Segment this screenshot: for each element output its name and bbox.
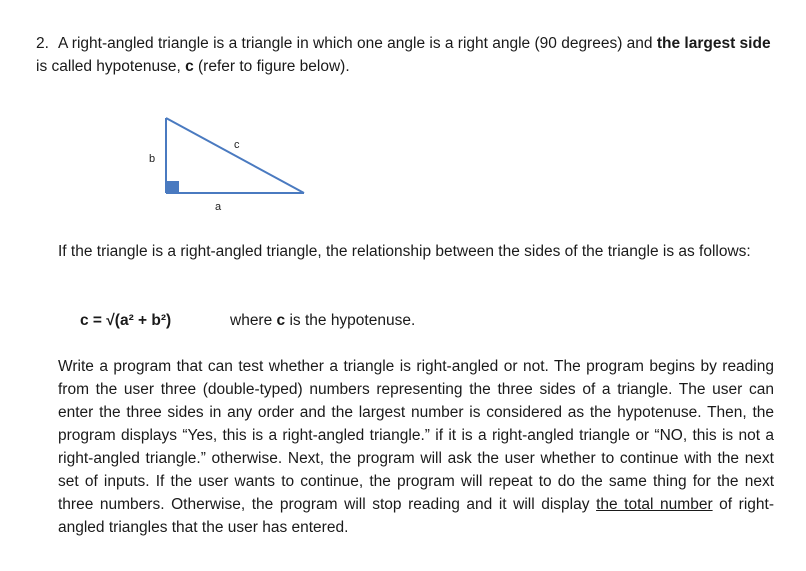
triangle-label-b: b bbox=[149, 153, 156, 165]
question-intro-a: A right-angled triangle is a triangle in which one angle is a right angle (90 degrees) and bbox=[58, 35, 657, 52]
question-heading bbox=[36, 32, 781, 78]
question-number: 2. bbox=[36, 35, 49, 52]
task-text-end: of right-angled triangles that the user has entered. bbox=[58, 496, 774, 536]
pythagorean-formula: c = √(a² + b²) bbox=[80, 312, 172, 329]
relationship-paragraph: If the triangle is a right-angled triangle, the relationship between the sides of the triangle is as follows: bbox=[58, 243, 751, 260]
right-angle-marker bbox=[167, 181, 179, 192]
formula-where-b: is the hypotenuse. bbox=[285, 312, 416, 329]
task-text-underlined: the total number bbox=[596, 496, 713, 513]
triangle-label-c: c bbox=[234, 139, 240, 151]
triangle-figure bbox=[140, 110, 340, 220]
triangle-label-a: a bbox=[215, 201, 222, 213]
task-paragraph bbox=[58, 355, 774, 539]
question-intro-b: is called hypotenuse, bbox=[36, 58, 186, 75]
formula-where-bold-c: c bbox=[276, 312, 286, 329]
question-intro-bold-c: c bbox=[185, 58, 194, 75]
task-text-main: Write a program that can test whether a triangle is right-angled or not. The program begins by reading from the user three (double-typed) numbers representing the three sides of a triangle. The user can enter the three sides in any order and the largest number is considered as the hypotenuse. Then, the program displays “Yes, this is a right-angled triangle.” if it is a right-angled triangle or “NO, this is not a right-angled triangle.” otherwise. Next, the program will ask the user whether to continue with the next set of inputs. If the user wants to continue, the program will repeat to do the same thing for the next three numbers. Otherwise, the program will stop reading and it will display bbox=[58, 358, 774, 513]
triangle-side-c bbox=[166, 118, 304, 193]
formula-explanation bbox=[230, 309, 415, 332]
formula-row bbox=[80, 309, 680, 332]
triangle-diagram bbox=[140, 110, 340, 220]
question-intro-c: (refer to figure below). bbox=[193, 58, 350, 75]
formula-where-a: where bbox=[230, 312, 277, 329]
question-intro-bold-largest-side: the largest side bbox=[656, 35, 771, 52]
